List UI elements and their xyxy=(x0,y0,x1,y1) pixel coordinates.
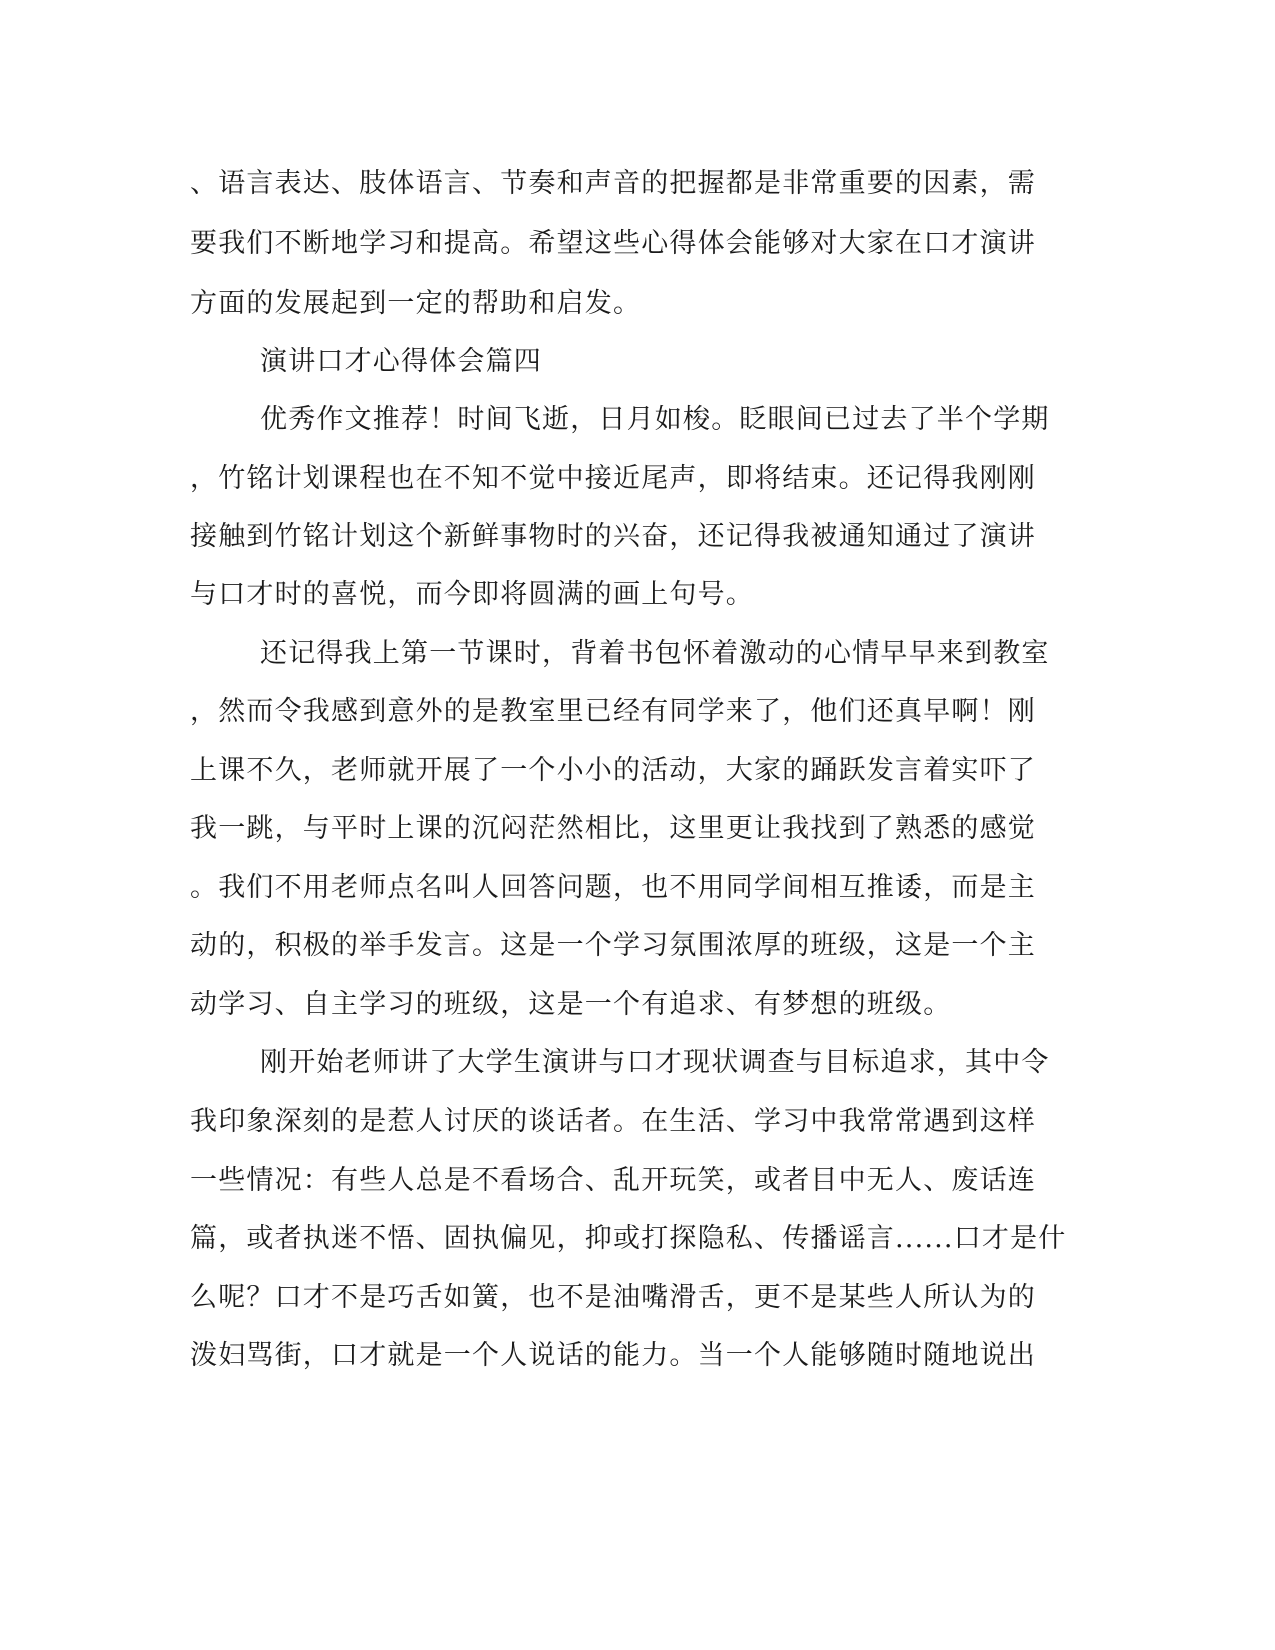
text-line: 一些情况：有些人总是不看场合、乱开玩笑，或者目中无人、废话连 xyxy=(190,1165,1036,1196)
text-line: 刚开始老师讲了大学生演讲与口才现状调查与目标追求，其中令 xyxy=(260,1047,1050,1078)
text-line: 优秀作文推荐！时间飞逝，日月如梭。眨眼间已过去了半个学期 xyxy=(260,404,1050,435)
text-line: 动学习、自主学习的班级，这是一个有追求、有梦想的班级。 xyxy=(190,989,952,1020)
text-line: ，然而令我感到意外的是教室里已经有同学来了，他们还真早啊！刚 xyxy=(190,696,1036,727)
text-line: 要我们不断地学习和提高。希望这些心得体会能够对大家在口才演讲 xyxy=(190,228,1036,259)
text-line: 与口才时的喜悦，而今即将圆满的画上句号。 xyxy=(190,579,754,610)
text-line: 篇，或者执迷不悟、固执偏见，抑或打探隐私、传播谣言......口才是什 xyxy=(190,1223,1067,1254)
text-line: 还记得我上第一节课时，背着书包怀着激动的心情早早来到教室 xyxy=(260,638,1050,669)
text-line: 方面的发展起到一定的帮助和启发。 xyxy=(190,288,642,319)
text-line: 我印象深刻的是惹人讨厌的谈话者。在生活、学习中我常常遇到这样 xyxy=(190,1106,1036,1137)
text-line: 、语言表达、肢体语言、节奏和声音的把握都是非常重要的因素，需 xyxy=(190,168,1036,199)
text-line: 么呢？口才不是巧舌如簧，也不是油嘴滑舌，更不是某些人所认为的 xyxy=(190,1282,1036,1313)
text-line: ，竹铭计划课程也在不知不觉中接近尾声，即将结束。还记得我刚刚 xyxy=(190,463,1036,494)
text-line: 接触到竹铭计划这个新鲜事物时的兴奋，还记得我被通知通过了演讲 xyxy=(190,521,1036,552)
text-line: 泼妇骂街，口才就是一个人说话的能力。当一个人能够随时随地说出 xyxy=(190,1340,1036,1371)
text-line: 。我们不用老师点名叫人回答问题，也不用同学间相互推诿，而是主 xyxy=(190,872,1036,903)
section-heading: 演讲口才心得体会篇四 xyxy=(260,346,542,377)
text-line: 动的，积极的举手发言。这是一个学习氛围浓厚的班级，这是一个主 xyxy=(190,930,1036,961)
text-line: 我一跳，与平时上课的沉闷茫然相比，这里更让我找到了熟悉的感觉 xyxy=(190,813,1036,844)
text-line: 上课不久，老师就开展了一个小小的活动，大家的踊跃发言着实吓了 xyxy=(190,755,1036,786)
